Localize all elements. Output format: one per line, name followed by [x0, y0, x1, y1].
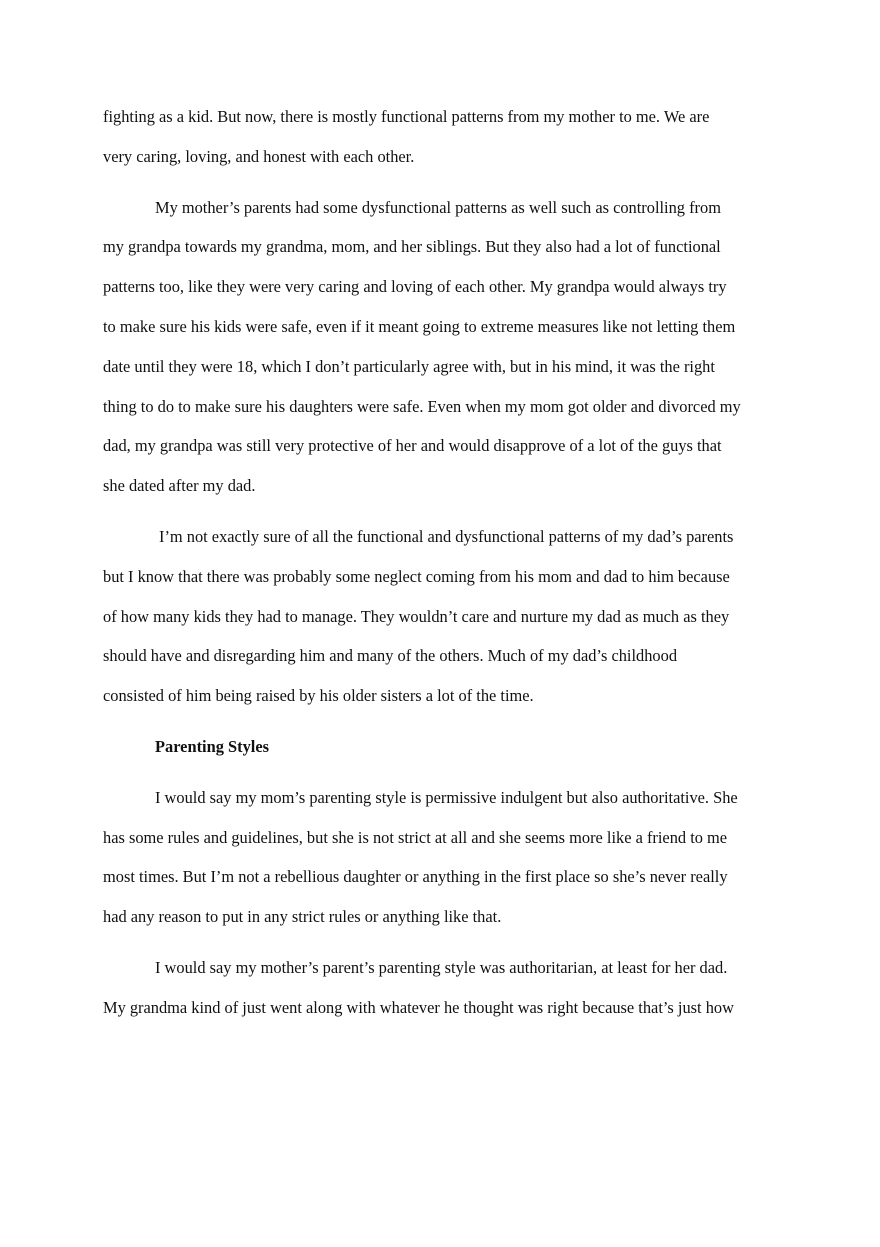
paragraph-gap — [103, 767, 779, 778]
text-line: had any reason to put in any strict rules or anything like that. — [103, 907, 502, 927]
text-line: my grandpa towards my grandma, mom, and her siblings. But they also had a lot of functional — [103, 237, 721, 257]
paragraph-gap — [103, 506, 779, 517]
text-line: My mother’s parents had some dysfunctional patterns as well such as controlling from — [155, 197, 721, 217]
text-line: My grandma kind of just went along with whatever he thought was right because that’s just how — [103, 997, 734, 1017]
text-line: consisted of him being raised by his older sisters a lot of the time. — [103, 686, 534, 706]
paragraph — [103, 517, 779, 716]
text-line: but I know that there was probably some neglect coming from his mom and dad to him because — [103, 566, 730, 586]
section-heading: Parenting Styles — [155, 736, 269, 756]
text-line: I would say my mom’s parenting style is permissive indulgent but also authoritative. She — [155, 787, 738, 807]
text-line: I would say my mother’s parent’s parenting style was authoritarian, at least for her dad. — [155, 957, 728, 977]
text-line: has some rules and guidelines, but she is not strict at all and she seems more like a friend to me — [103, 827, 728, 847]
paragraph-gap — [103, 177, 779, 188]
text-line: of how many kids they had to manage. They wouldn’t care and nurture my dad as much as they — [103, 606, 730, 626]
paragraph — [103, 948, 779, 1028]
paragraph — [103, 97, 779, 177]
text-line: date until they were 18, which I don’t particularly agree with, but in his mind, it was the right — [103, 356, 715, 376]
text-line: fighting as a kid. But now, there is mostly functional patterns from my mother to me. We are — [103, 107, 710, 126]
text-line: should have and disregarding him and many of the others. Much of my dad’s childhood — [103, 646, 678, 666]
text-line: very caring, loving, and honest with each other. — [103, 146, 415, 166]
text-line: she dated after my dad. — [103, 476, 256, 496]
paragraph-gap — [103, 716, 779, 727]
text-line: dad, my grandpa was still very protective of her and would disapprove of a lot of the guys that — [103, 436, 722, 456]
paragraph — [103, 188, 779, 506]
text-line: I’m not exactly sure of all the functional and dysfunctional patterns of my dad’s parents — [159, 526, 734, 546]
text-line: most times. But I’m not a rebellious daughter or anything in the first place so she’s never really — [103, 867, 728, 887]
text-line: patterns too, like they were very caring and loving of each other. My grandpa would always try — [103, 277, 727, 297]
text-line: to make sure his kids were safe, even if it meant going to extreme measures like not letting them — [103, 316, 736, 336]
paragraph-gap — [103, 937, 779, 948]
text-line: thing to do to make sure his daughters were safe. Even when my mom got older and divorced my — [103, 396, 741, 416]
document-body — [103, 97, 779, 1028]
paragraph — [103, 778, 779, 937]
